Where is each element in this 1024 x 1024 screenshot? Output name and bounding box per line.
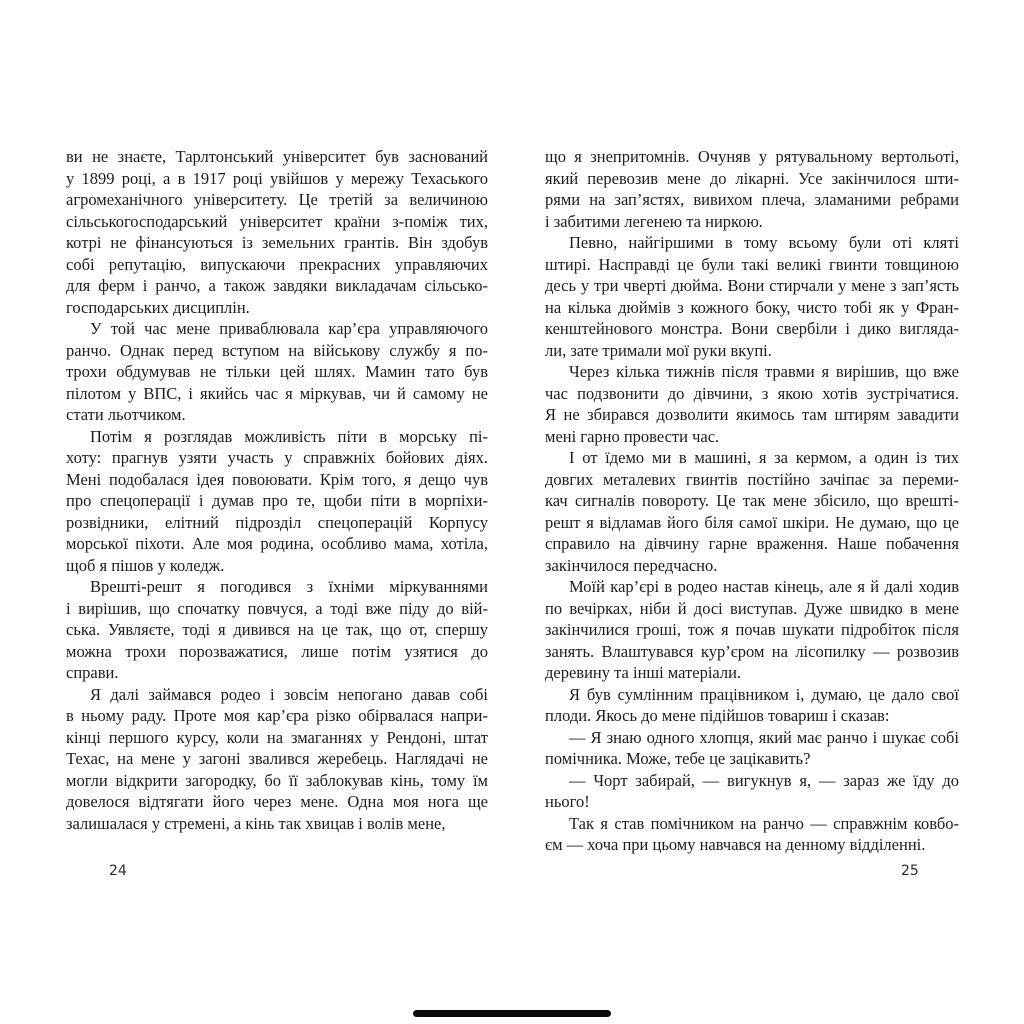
text-line: решт я відламав його біля самої шкіри. Не думаю, що це bbox=[545, 512, 959, 532]
text-line: справи. bbox=[66, 663, 119, 682]
text-line: можна трохи порозважатися, лише потім узятися до bbox=[66, 641, 488, 661]
text-line: закінчилося передчасно. bbox=[545, 555, 718, 575]
text-line: Техас, на мене у загоні звалився жеребець. Наглядачі не bbox=[66, 749, 488, 768]
text-line: єм — хоча при цьому навчався на денному відділенні. bbox=[545, 835, 926, 854]
text-line: і вирішив, що спочатку повчуся, а тоді вже піду до вій- bbox=[66, 598, 488, 618]
text-line: справило на дівчину гарне враження. Наше побачення bbox=[545, 534, 959, 553]
text-line: на кілька дюймів з кожного боку, чисто тобі як у Фран- bbox=[545, 297, 959, 317]
text-line: господарських дисциплін. bbox=[66, 297, 250, 317]
paragraph bbox=[545, 727, 959, 770]
text-line: Я був сумлінним працівником і, думаю, це дало свої bbox=[569, 684, 959, 704]
text-line: занять. Влаштувався кур’єром на лісопилку — розвозив bbox=[545, 641, 959, 661]
paragraph bbox=[545, 684, 959, 727]
paragraph bbox=[545, 576, 959, 684]
text-line: морської піхоти. Але моя родина, особливо мама, хотіла, bbox=[66, 534, 488, 553]
text-line: для ферм і ранчо, а також завдяки викладачам сільсько- bbox=[66, 276, 488, 295]
paragraph bbox=[545, 447, 959, 576]
paragraph bbox=[545, 361, 959, 447]
paragraph bbox=[66, 684, 488, 835]
text-line: трохи обдумував не тільки цей шлях. Мамин тато був bbox=[66, 362, 488, 381]
text-line: закінчилися гроші, тож я почав шукати підробіток після bbox=[545, 620, 959, 639]
paragraph bbox=[66, 318, 488, 426]
text-line: — Я знаю одного хлопця, який має ранчо і шукає собі bbox=[569, 727, 959, 747]
text-line: кінці першого курсу, коли на змаганнях у Рендоні, штат bbox=[66, 727, 488, 747]
text-line: у 1899 році, а в 1917 році увійшов у мережу Техаського bbox=[66, 168, 488, 188]
text-line: ви не знаєте, Тарлтонський університет був заснований bbox=[66, 147, 488, 166]
text-line: собі репутацію, випускаючи прекрасних управляючих bbox=[66, 254, 488, 274]
text-line: по вечірках, ніби й досі виступав. Дуже швидко в мене bbox=[545, 598, 959, 618]
text-line: Мені подобалася ідея повоювати. Крім того, я дещо чув bbox=[66, 469, 488, 489]
text-line: час подзвонити до дівчини, з якою хотів зустрічатися. bbox=[545, 383, 959, 403]
paragraph bbox=[66, 426, 488, 577]
text-line: Так я став помічником на ранчо — справжнім ковбо- bbox=[569, 813, 959, 833]
text-line: стати льотчиком. bbox=[66, 405, 186, 424]
text-line: що я знепритомнів. Очуняв у рятувальному вертольоті, bbox=[545, 147, 959, 166]
text-line: десь у три чверті дюйма. Вони стирчали у мене з зап’ясть bbox=[545, 276, 959, 295]
text-line: деревину та інші матеріали. bbox=[545, 663, 742, 682]
text-line: плоди. Якось до мене підійшов товариш і сказав: bbox=[545, 706, 890, 725]
text-line: розвідники, елітний підрозділ спецоперацій Корпусу bbox=[66, 512, 488, 532]
text-line: пілотом у ВПС, і якийсь час я міркував, чи й самому не bbox=[66, 383, 488, 403]
text-line: котрі не фінансуються із земельних грантів. Він здобув bbox=[66, 233, 488, 252]
text-line: Через кілька тижнів після травми я вирішив, що вже bbox=[569, 362, 959, 381]
text-line: Я не збирався дозволити якимось там штирям завадити bbox=[545, 405, 959, 424]
page-number-left: 24 bbox=[109, 863, 127, 879]
text-line: Потім я розглядав можливість піти в морську пі- bbox=[90, 426, 488, 446]
home-indicator-bar[interactable] bbox=[413, 1010, 611, 1017]
text-line: залишалася у стремені, а кінь так хвицав і волів мене, bbox=[66, 813, 446, 833]
text-line: кач сигналів повороту. Це так мене збісило, що врешті- bbox=[545, 491, 959, 510]
text-line: Моїй кар’єрі в родео настав кінець, але я й далі ходив bbox=[569, 577, 959, 596]
text-line: могли відкрити загородку, бо її заблокував кінь, тому їм bbox=[66, 770, 488, 790]
book-page-left-text bbox=[66, 146, 488, 834]
text-line: І от їдемо ми в машині, я за кермом, а один із тих bbox=[569, 448, 959, 467]
text-line: мені гарно провести час. bbox=[545, 426, 720, 446]
text-line: який перевозив мене до лікарні. Усе закінчилося шти- bbox=[545, 168, 959, 188]
text-line: У той час мене приваблювала кар’єра управляючого bbox=[90, 319, 488, 338]
paragraph bbox=[545, 232, 959, 361]
text-line: Я далі займався родео і зовсім непогано давав собі bbox=[90, 684, 488, 704]
paragraph bbox=[545, 813, 959, 856]
text-line: Врешті-решт я погодився з їхніми міркуваннями bbox=[90, 577, 488, 596]
text-line: щоб я пішов у коледж. bbox=[66, 555, 225, 575]
text-line: сільськогосподарський університет країни з-поміж тих, bbox=[66, 211, 488, 231]
text-line: Певно, найгіршими в тому всьому були оті кляті bbox=[569, 233, 959, 252]
text-line: про спецоперації і думав про те, щоби піти в морпіхи- bbox=[66, 491, 488, 510]
paragraph bbox=[66, 146, 488, 318]
paragraph bbox=[545, 146, 959, 232]
text-line: ська. Уявляєте, тоді я дивився на це так, що от, спершу bbox=[66, 620, 488, 639]
text-line: кенштейнового монстра. Вони свербіли і дико вигляда- bbox=[545, 319, 959, 338]
text-line: помічника. Може, тебе це зацікавить? bbox=[545, 749, 811, 768]
paragraph bbox=[66, 576, 488, 684]
text-line: довелося відтягати його через мене. Одна моя нога ще bbox=[66, 792, 488, 811]
text-line: і забитими легенею та ниркою. bbox=[545, 211, 763, 231]
text-line: довгих металевих гвинтів постійно зачіпає за переми- bbox=[545, 469, 959, 489]
text-line: — Чорт забирай, — вигукнув я, — зараз же їду до нього! bbox=[545, 770, 959, 811]
book-page-right-text bbox=[545, 146, 959, 856]
paragraph bbox=[545, 770, 959, 813]
text-line: ранчо. Однак перед вступом на військову службу я по- bbox=[66, 340, 488, 360]
text-line: ли, зате тримали мої руки вкупі. bbox=[545, 340, 772, 360]
text-line: в ньому раду. Проте моя кар’єра різко обірвалася напри- bbox=[66, 706, 488, 725]
text-line: агромеханічного університету. Це третій за величиною bbox=[66, 190, 488, 209]
text-line: хоту: прагнув узяти участь у справжніх бойових діях. bbox=[66, 448, 488, 467]
page-number-right: 25 bbox=[901, 863, 919, 879]
text-line: штирі. Насправді це були такі великі гвинти товщиною bbox=[545, 254, 959, 274]
text-line: рями на зап’ястях, вивихом плеча, зламаними ребрами bbox=[545, 190, 959, 209]
